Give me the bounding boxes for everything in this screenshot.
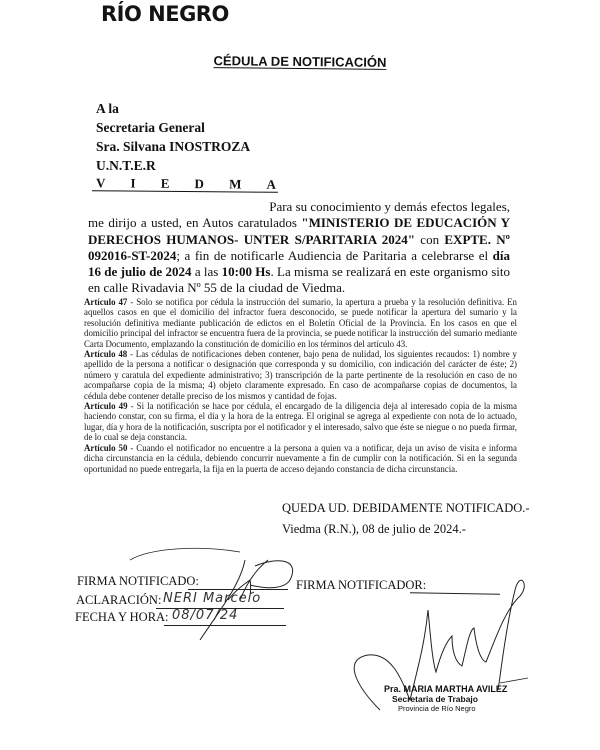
article-text: - Cuando el notificador no encuentre a la persona a quien va a notificar, deja un aviso de visita e informa dicha circunstancia en la cédula, debiendo concurrir nuevamente a fin de cumplir con la notificación. Si en la segunda oportunidad no puede entregarla, la fija en la puerta de acceso dejando constancia de dicha circunstancia.: [84, 442, 517, 474]
recipient-line-4: U.N.T.E.R: [96, 158, 156, 173]
body-text: a las: [191, 264, 222, 280]
body-text: con: [415, 231, 445, 247]
article-label: Artículo 50: [84, 442, 128, 453]
firma-notificado-label: FIRMA NOTIFICADO:: [77, 574, 199, 588]
aclaracion-label: ACLARACIÓN:: [76, 593, 162, 607]
body-text: ; a fin de notificarle Audiencia de Paritaria a celebrarse el: [176, 247, 493, 263]
city-letter: M: [229, 176, 242, 192]
fecha-hora-value: 08/07/24: [172, 608, 239, 623]
aclaracion-value: NERI Marcelo: [163, 591, 262, 606]
case-title: "MINISTERIO DE EDUCACIÓN Y DERECHOS HUMANOS- UNTER S/PARITARIA 2024": [88, 215, 511, 247]
document-title-text: CÉDULA DE NOTIFICACIÓN: [213, 53, 387, 70]
recipient-line-2: Secretaria General: [96, 120, 205, 135]
body-text: me dirijo a usted, en Autos caratulados: [88, 215, 302, 231]
stamp-role: Secretaria de Trabajo: [392, 694, 478, 704]
city-letter: A: [266, 176, 277, 192]
city-letter: D: [194, 176, 205, 192]
brand-logo-text: RÍO NEGRO: [101, 2, 229, 26]
article-text: - Si la notificación se hace por cédula, el encargado de la diligencia deja al interesado copia de la misma haciendo constar, con su firma, el día y la hora de la entrega. El original se agrega al expediente con nota de lo actuado, lugar, día y hora de la notificación, suscripta por el notificador y el interesado, salvo que éste se niegue o no pueda firmar, de lo cual se deja constancia.: [84, 401, 517, 443]
city-letter: E: [160, 175, 170, 191]
hearing-time: 10:00 Hs: [221, 264, 271, 280]
city-letter: I: [130, 175, 136, 191]
stamp-org: Provincia de Río Negro: [398, 704, 476, 713]
article-label: Artículo 49: [84, 401, 128, 412]
firma-notificador-label: FIRMA NOTIFICADOR:: [296, 578, 427, 592]
article-label: Artículo 47: [84, 297, 128, 307]
article-label: Artículo 48: [84, 349, 128, 360]
expediente-number: EXPTE. Nº 092016-ST-2024: [88, 231, 510, 263]
article-text: - Las cédulas de notificaciones deben contener, bajo pena de nulidad, los siguientes recaudos: 1) nombre y apellido de la persona a notificar o designación que corresponda y su domicilio, con indicación del carácter de éste; 2) número y caratula del expediente administrativo; 3) transcripción de la parte pertinente de la resolución en caso de no acompañarse copia de la misma; 4) objeto claramente expresado. En caso de acompañarse copias de documentos, la cédula debe contener detalle preciso de los mismos y cantidad de fojas.: [84, 349, 517, 401]
recipient-line-3: Sra. Silvana INOSTROZA: [96, 139, 251, 154]
official-stamp: [384, 684, 507, 714]
notified-statement: QUEDA UD. DEBIDAMENTE NOTIFICADO.-: [282, 501, 530, 515]
article-text: - Solo se notifica por cédula la instrucción del sumario, la apertura a prueba y la resolución definitiva. En aquellos casos en que el domicilio del infractor fuera desconocido, se puede notificar la apertura del sumario y la resolución definitiva mediante publicación de edictos en el Boletín Oficial de la Provincia. En los casos en que el domicilio principal del infractor se encuentra fuera de la provincia, se puede notificar la instrucción del sumario mediante Carta Documento, emplazando la constitución de domicilio en los términos del artículo 43.: [84, 297, 517, 349]
fecha-hora-label: FECHA Y HORA:: [75, 610, 169, 624]
city-letter: V: [95, 175, 106, 191]
body-intro: Para su conocimiento y demás efectos legales,: [269, 199, 510, 214]
recipient-line-1: A la: [96, 101, 119, 116]
body-text: . La misma se realizará en este organismo sito en calle Rivadavia Nº 55 de la ciudad de Viedma.: [88, 264, 510, 296]
place-date: Viedma (R.N.), 08 de julio de 2024.-: [282, 522, 466, 536]
stamp-name: Pra. MARIA MARTHA AVILEZ: [384, 684, 508, 694]
hearing-date: día 16 de julio de 2024: [88, 247, 510, 280]
